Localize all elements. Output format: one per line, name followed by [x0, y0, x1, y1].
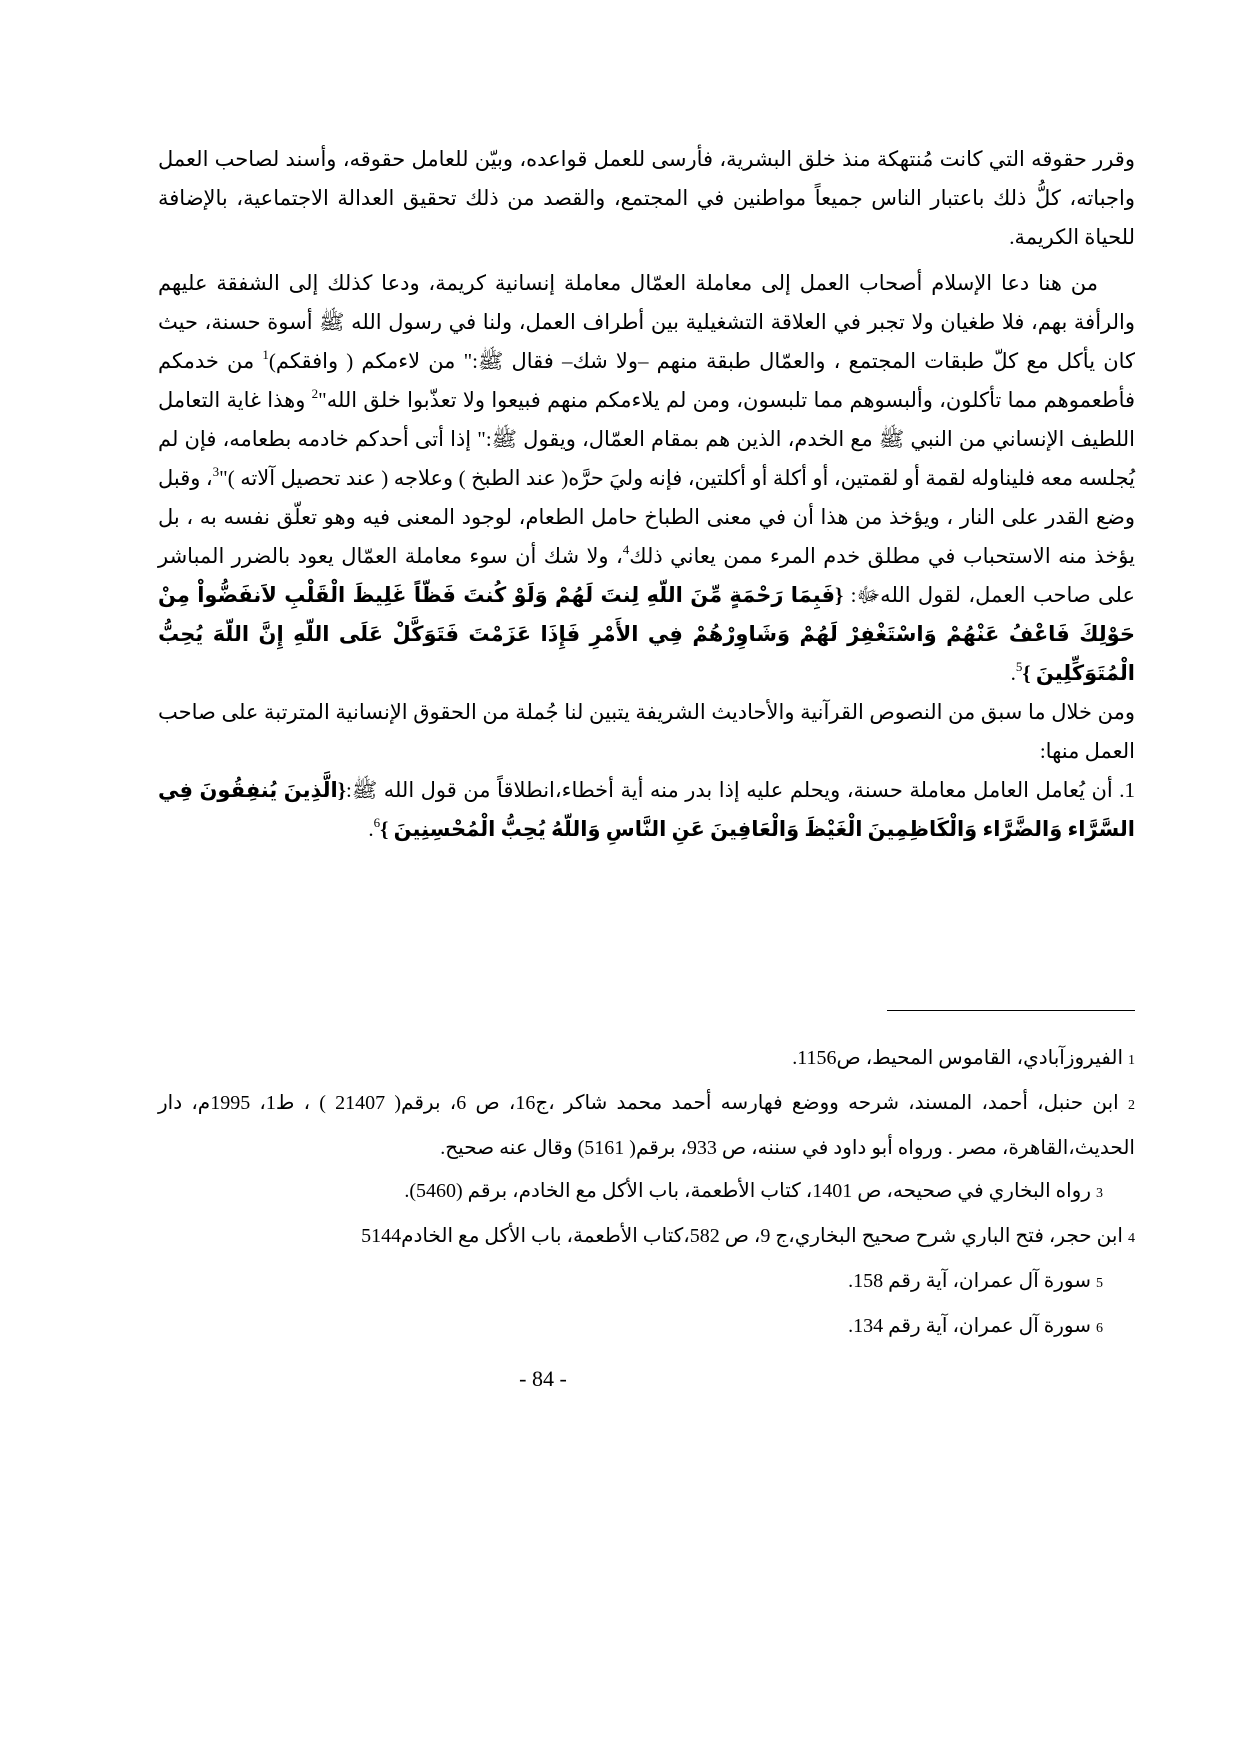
- text-run: .: [368, 817, 374, 841]
- text-run: .: [1010, 661, 1016, 685]
- footnote-text: ابن حنبل، أحمد، المسند، شرحه ووضع فهارسه أحمد محمد شاكر ،ج16، ص 6، برقم( 21407 ) ، ط1، 1995م، دار الحديث،القاهرة، مصر . ورواه أبو داود في سننه، ص 933، برقم( 5161) وقال عنه صحيح.: [158, 1092, 1135, 1159]
- footnote-number: 4: [1128, 1231, 1135, 1246]
- footnote-text: الفيروزآبادي، القاموس المحيط، ص1156.: [792, 1047, 1123, 1069]
- footnote-ref-1: 1: [262, 347, 269, 362]
- text-run: ومن خلال ما سبق من النصوص القرآنية والأحاديث الشريفة يتبين لنا جُملة من الحقوق الإنسانية المترتبة على صاحب العمل منها:: [158, 700, 1135, 763]
- footnote-text: سورة آل عمران، آية رقم 134.: [848, 1315, 1091, 1337]
- footnote-5: [158, 1260, 1135, 1305]
- footnote-ref-6: 6: [373, 815, 381, 830]
- footnote-3: [158, 1170, 1135, 1215]
- footnote-text: سورة آل عمران، آية رقم 158.: [848, 1270, 1091, 1292]
- paragraph-right-1: [158, 771, 1135, 849]
- paragraph-rights-intro: [158, 693, 1135, 771]
- footnotes: [158, 1010, 1135, 1350]
- text-run: من خدمكم فأطعموهم مما تأكلون، وألبسوهم مما تلبسون، ومن لم يلاءمكم منهم فبيعوا ولا تعذّبوا خلق الله": [158, 349, 1136, 412]
- footnote-separator: [887, 1010, 1135, 1011]
- footnote-text: رواه البخاري في صحيحه، ص 1401، كتاب الأطعمة، باب الأكل مع الخادم، برقم (5460).: [404, 1180, 1091, 1202]
- page-number: - 84 -: [519, 1366, 567, 1391]
- text-run: وقرر حقوقه التي كانت مُنتهكة منذ خلق البشرية، فأرسى للعمل قواعده، وبيّن للعامل حقوقه، وأسند لصاحب العمل واجباته، كلُّ ذلك باعتبار الناس جميعاً مواطنين في المجتمع، والقصد من ذلك تحقيق العدالة الاجتماعية، بالإضافة للحياة الكريمة.: [158, 147, 1135, 249]
- text-run: ، وقبل وضع القدر على النار ، ويؤخذ من هذا أن في معنى الطباخ حامل الطعام، لوجود المعنى فيه وهو تعلّق نفسه به ، بل يؤخذ منه الاستحباب في مطلق خدم المرء ممن يعاني ذلك: [158, 466, 1135, 568]
- text-run: ، ولا شك أن سوء معاملة العمّال يعود بالضرر المباشر على صاحب العمل، لقول اللهﷻ:: [158, 544, 1136, 607]
- footnote-2: [158, 1082, 1135, 1170]
- text-run: من هنا دعا الإسلام أصحاب العمل إلى معاملة العمّال معاملة إنسانية كريمة، ودعا كذلك إلى الشفقة عليهم والرأفة بهم، فلا طغيان ولا تجبر في العلاقة التشغيلية بين أطراف العمل، ولنا في رسول الله ﷺ أسوة حسنة، حيث كان يأكل مع كلّ طبقات المجتمع ، والعمّال طبقة منهم –ولا شك– فقال ﷺ:" من لاءمكم ( وافقكم): [158, 271, 1136, 373]
- paragraph-continuation: [158, 140, 1135, 257]
- paragraph-treatment-of-workers: [158, 264, 1135, 693]
- footnote-text: ابن حجر، فتح الباري شرح صحيح البخاري،ج 9، ص 582،كتاب الأطعمة، باب الأكل مع الخادم5144: [361, 1225, 1123, 1247]
- footnote-number: 6: [1096, 1321, 1103, 1336]
- footnote-ref-3: 3: [212, 464, 220, 479]
- footnote-1: [158, 1037, 1135, 1082]
- footnote-6: [158, 1305, 1135, 1350]
- text-run: 1. أن يُعامل العامل معاملة حسنة، ويحلم عليه إذا بدر منه أية أخطاء،انطلاقاً من قول الله ﷺ:: [346, 778, 1136, 802]
- quran-verse: {فَبِمَا رَحْمَةٍ مِّنَ اللّهِ لِنتَ لَهُمْ وَلَوْ كُنتَ فَظّاً غَلِيظَ الْقَلْبِ لاَنفَضُّواْ مِنْ حَوْلِكَ فَاعْفُ عَنْهُمْ وَاسْتَغْفِرْ لَهُمْ وَشَاوِرْهُمْ فِي الأَمْرِ فَإِذَا عَزَمْتَ فَتَوَكَّلْ عَلَى اللّهِ إِنَّ اللّهَ يُحِبُّ الْمُتَوَكِّلِينَ }: [158, 583, 1135, 685]
- footnote-number: 1: [1128, 1053, 1135, 1068]
- footnote-number: 3: [1096, 1186, 1103, 1201]
- footnote-ref-5: 5: [1015, 659, 1023, 674]
- footnote-4: [158, 1215, 1135, 1260]
- footnote-number: 2: [1127, 1098, 1135, 1113]
- text-run: وهذا غاية التعامل اللطيف الإنساني من النبي ﷺ مع الخدم، الذين هم بمقام العمّال، ويقول ﷺ:" إذا أتى أحدكم خادمه بطعامه، فإن لم يُجلسه معه فليناوله لقمة أو لقمتين، أو أكلة أو أكلتين، فإنه وليَ حرَّه( عند الطبخ ) وعلاجه ( عند تحصيل آلاته )": [158, 388, 1135, 490]
- quran-verse: {الَّذِينَ يُنفِقُونَ فِي السَّرَّاء وَالضَّرَّاء وَالْكَاظِمِينَ الْغَيْظَ وَالْعَافِينَ عَنِ النَّاسِ وَاللّهُ يُحِبُّ الْمُحْسِنِينَ }: [158, 778, 1135, 841]
- footnote-ref-2: 2: [311, 386, 319, 401]
- footnote-number: 5: [1096, 1276, 1103, 1291]
- footnote-ref-4: 4: [622, 542, 630, 557]
